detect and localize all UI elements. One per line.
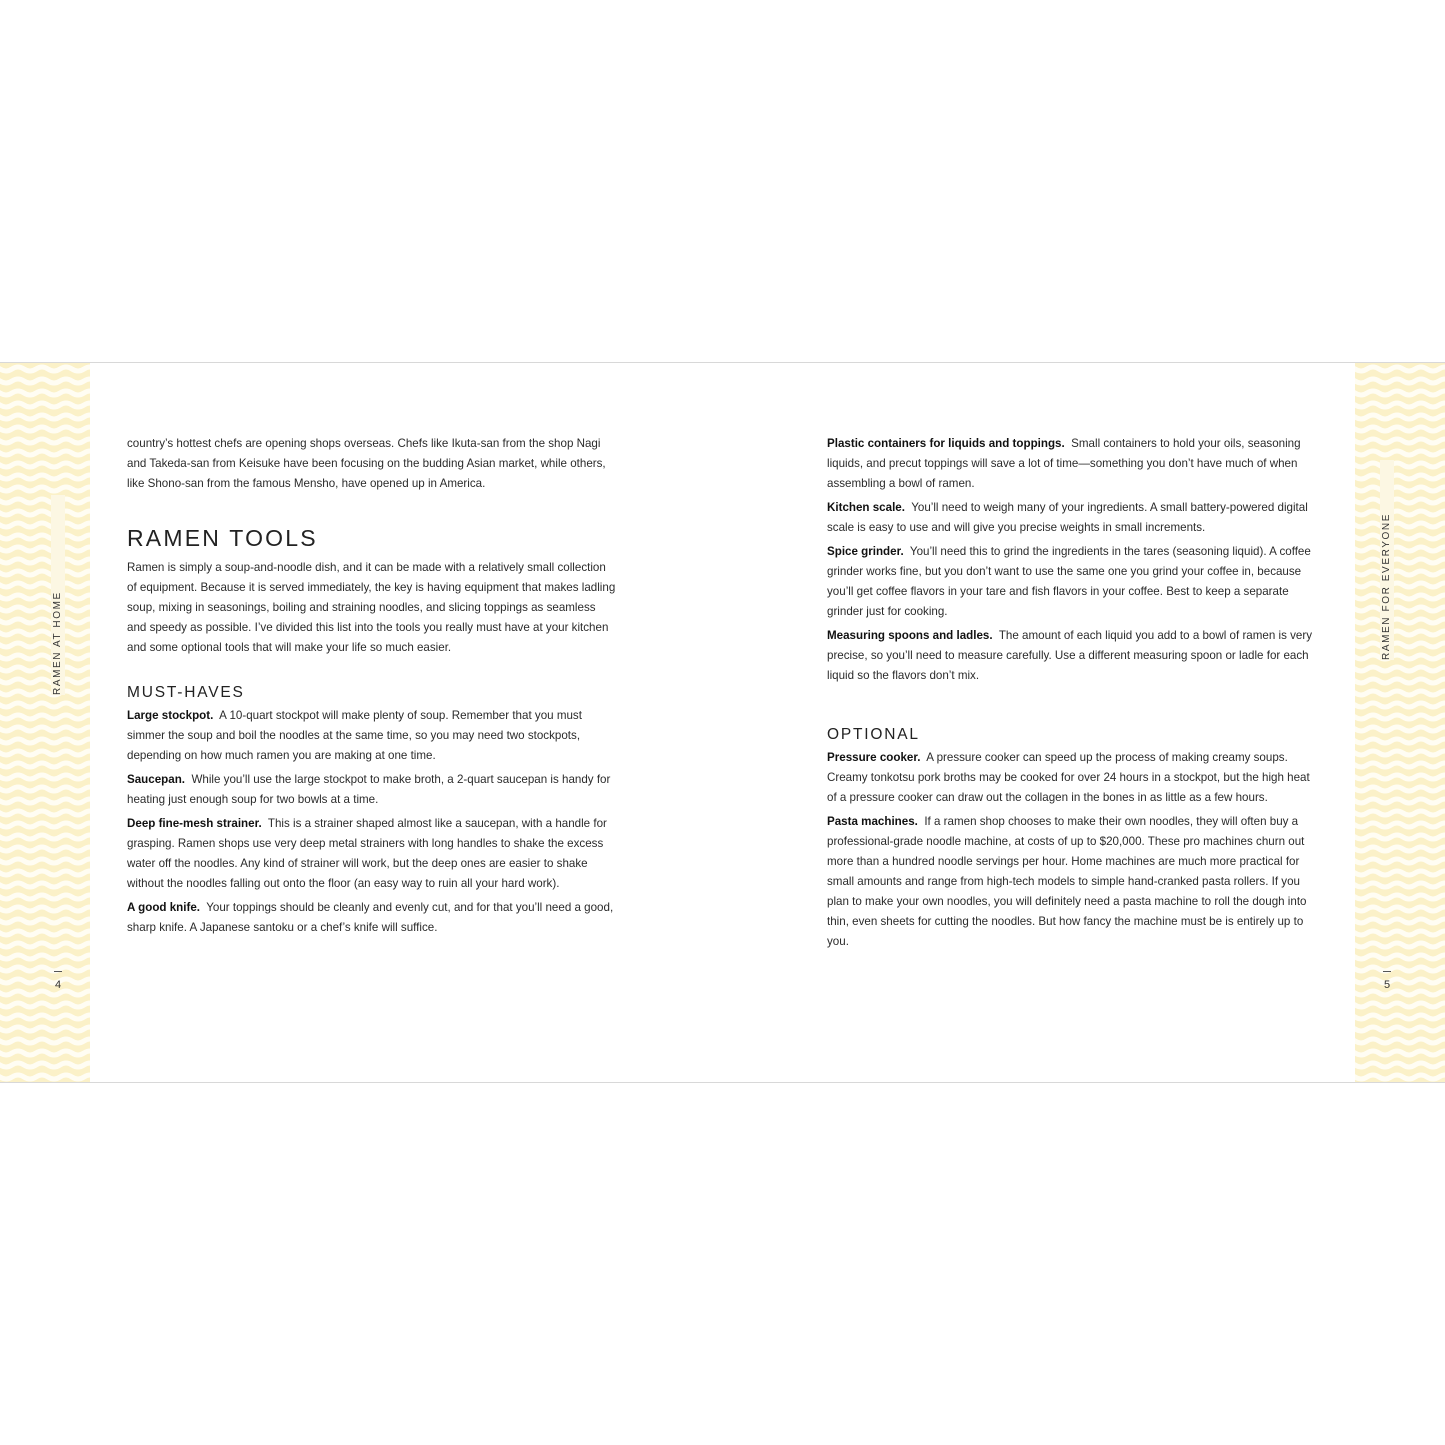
running-head-right-text: RAMEN FOR EVERYONE [1381, 513, 1392, 660]
item-text: You’ll need to weigh many of your ingredients. A small battery-powered digital scale is easy to use and will give you precise weights in small increments. [827, 501, 1308, 534]
item-term: Spice grinder. [827, 545, 904, 558]
list-item [827, 434, 1317, 494]
wave-pattern-band-right [1355, 363, 1445, 1082]
item-text: This is a strainer shaped almost like a saucepan, with a handle for grasping. Ramen shops use very deep metal strainers with long handles to shake the excess water off the noodles. Any kind of strainer will work, but the deep ones are easier to shake without the noodles falling out onto the floor (an easy way to ruin all your hard work). [127, 817, 607, 890]
intro-paragraph: country’s hottest chefs are opening shops overseas. Chefs like Ikuta-san from the shop Nagi and Takeda-san from Keisuke have been focusing on the budding Asian market, while others, like Shono-san from the famous Mensho, have opened up in America. [127, 437, 606, 490]
wave-pattern-right [1355, 363, 1445, 1082]
list-item [127, 814, 617, 894]
wave-pattern-band-left [0, 363, 90, 1082]
item-text: If a ramen shop chooses to make their own noodles, they will often buy a professional-grade noodle machine, at costs of up to $20,000. These pro machines churn out more than a hundred noodle servings per hour. Home machines are much more practical for small amounts and range from high-tech models to simple hand-cranked pasta rollers. If you plan to make your own noodles, you will definitely need a pasta machine to roll the dough into thin, even sheets for cutting the noodles. But how fancy the machine must be is entirely up to you. [827, 815, 1307, 948]
item-term: A good knife. [127, 901, 200, 914]
list-item [127, 706, 617, 766]
item-term: Deep fine-mesh strainer. [127, 817, 262, 830]
list-item [127, 770, 617, 810]
list-item [827, 626, 1317, 686]
item-text: While you’ll use the large stockpot to make broth, a 2-quart saucepan is handy for heating just enough soup for two bowls at a time. [127, 773, 611, 806]
list-item [827, 748, 1317, 808]
item-term: Pressure cooker. [827, 751, 921, 764]
item-term: Kitchen scale. [827, 501, 905, 514]
wave-band-background [1355, 363, 1445, 1082]
item-term: Measuring spoons and ladles. [827, 629, 993, 642]
subsection-title-must-haves: MUST-HAVES [127, 684, 245, 701]
section-title: RAMEN TOOLS [127, 525, 318, 551]
item-text: You’ll need this to grind the ingredients in the tares (seasoning liquid). A coffee grinder works fine, but you don’t want to use the same one you grind your coffee in, because you’ll get coffee flavors in your tare and fish flavors in your coffee. Best to keep a separate grinder just for cooking. [827, 545, 1311, 618]
item-text: A pressure cooker can speed up the process of making creamy soups. Creamy tonkotsu pork broths may be cooked for over 24 hours in a stockpot, but the high heat of a pressure cooker can draw out the collagen in the bones in as little as a few hours. [827, 751, 1310, 804]
folio-rule-left [54, 971, 62, 972]
section-body: Ramen is simply a soup-and-noodle dish, and it can be made with a relatively small collection of equipment. Because it is served immediately, the key is having equipment that makes ladling soup, mixing in seasonings, boiling and straining noodles, and slicing toppings as seamless and speedy as possible. I’ve divided this list into the tools you really must have at your kitchen and some optional tools that will make your life so much easier. [127, 561, 616, 654]
running-head-left [51, 495, 65, 695]
wave-band-background [0, 363, 90, 1082]
item-text: Your toppings should be cleanly and evenly cut, and for that you’ll need a good, sharp knife. A Japanese santoku or a chef’s knife will suffice. [127, 901, 614, 934]
list-item [827, 812, 1317, 952]
item-term: Plastic containers for liquids and toppings. [827, 437, 1065, 450]
item-term: Pasta machines. [827, 815, 918, 828]
running-head-left-text: RAMEN AT HOME [52, 591, 63, 695]
page-number-right: 5 [1383, 979, 1391, 991]
left-page-content [127, 434, 617, 942]
running-head-right [1380, 460, 1394, 660]
item-text: A 10-quart stockpot will make plenty of soup. Remember that you must simmer the soup and boil the noodles at the same time, so you may need two stockpots, depending on how much ramen you are making at one time. [127, 709, 582, 762]
list-item [827, 498, 1317, 538]
wave-pattern-left [0, 363, 90, 1082]
list-item [827, 542, 1317, 622]
right-page-content [827, 434, 1317, 956]
item-text: Small containers to hold your oils, seasoning liquids, and precut toppings will save a lot of time—something you don’t have much of when assembling a bowl of ramen. [827, 437, 1301, 490]
folio-rule-right [1383, 971, 1391, 972]
page-number-left: 4 [54, 979, 62, 991]
item-term: Large stockpot. [127, 709, 214, 722]
item-text: The amount of each liquid you add to a bowl of ramen is very precise, so you’ll need to measure carefully. Use a different measuring spoon or ladle for each liquid so the flavors don’t mix. [827, 629, 1313, 682]
subsection-title-optional: OPTIONAL [827, 726, 920, 743]
item-term: Saucepan. [127, 773, 185, 786]
list-item [127, 898, 617, 938]
